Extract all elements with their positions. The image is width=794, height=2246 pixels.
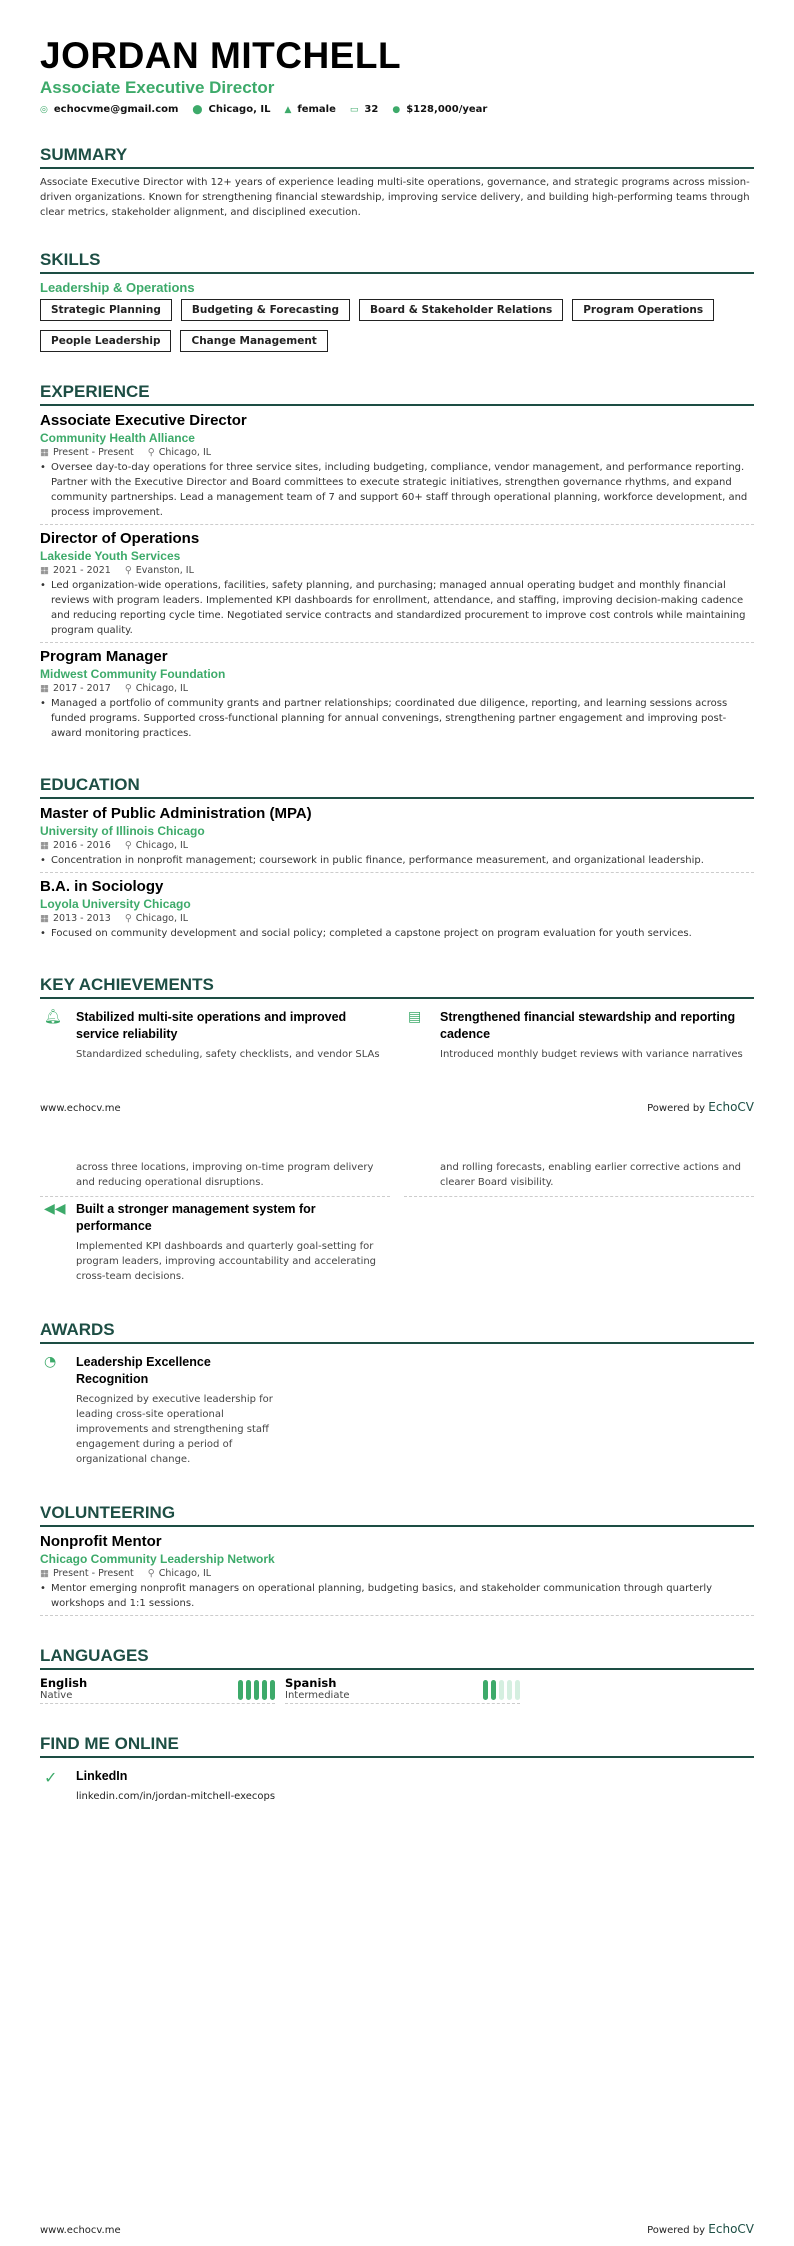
- language-rating: [483, 1676, 520, 1701]
- calendar-icon: ▦: [40, 1568, 49, 1579]
- achievements-part-2: across three locations, improving on-time program delivery and reducing operational disruptions. and rolling forecasts, enabling earlier corrective actions and clearer Board visibility. ◀◀ Built a stronger management system for performance Implemented KPI dashboards and quarterly goal-setting for program leaders, improving accountability and accelerating cross-team decisions.: [40, 1160, 754, 1290]
- skill-tag: Budgeting & Forecasting: [181, 299, 350, 321]
- calendar-icon: ▦: [40, 913, 49, 924]
- contact-email[interactable]: ◎ echocvme@gmail.com: [40, 104, 179, 115]
- experience-bullet: • Managed a portfolio of community grants and partner relationships; coordinated due diligence, reporting, and learning sessions across funded programs. Supported cross-functional planning for annual convenings, strengthening partner engagement and improving post-award monitoring practices.: [40, 696, 754, 741]
- volunteer-item: Nonprofit Mentor Chicago Community Leadership Network ▦ Present - Present ⚲ Chicago, IL • Mentor emerging nonprofit managers on operational planning, budgeting basics, and stakeholder communication through quarterly workshops and 1:1 sessions.: [40, 1533, 754, 1616]
- rating-bar: [238, 1680, 243, 1700]
- location-icon: ⚲: [124, 840, 132, 851]
- education-heading: EDUCATION: [40, 775, 754, 799]
- person-icon: ▲: [284, 105, 292, 115]
- page-2: [40, 1160, 754, 1810]
- experience-list: [40, 412, 754, 745]
- location-icon: ⬤: [192, 105, 203, 115]
- location-icon: ⚲: [147, 1568, 155, 1579]
- calendar-icon: ▦: [40, 683, 49, 694]
- rating-bar: [483, 1680, 488, 1700]
- summary-text: Associate Executive Director with 12+ years of experience leading multi-site operations, governance, and strategic programs across mission-driven organizations. Known for strengthening financial stewardship, improving service delivery, and building high-performing teams through clear metrics, stakeholder alignment, and disciplined execution.: [40, 177, 750, 218]
- experience-dates: Present - Present: [52, 447, 134, 458]
- contact-location: ⬤ Chicago, IL: [192, 104, 271, 115]
- rating-bar: [246, 1680, 251, 1700]
- contact-bar: [40, 104, 754, 115]
- award-item: ◔ Leadership Excellence Recognition Recognized by executive leadership for leading cross-site operational improvements and strengthening staff engagement during a period of organizational change.: [40, 1350, 280, 1473]
- education-title: B.A. in Sociology: [40, 878, 164, 895]
- skill-tag: Change Management: [180, 330, 327, 352]
- experience-location: Chicago, IL: [158, 447, 212, 458]
- pie-chart-icon: ◔: [44, 1354, 57, 1370]
- skill-tag: Board & Stakeholder Relations: [359, 299, 563, 321]
- card-icon: ▤: [408, 1009, 422, 1025]
- experience-item: [40, 530, 754, 643]
- candidate-title: Associate Executive Director: [40, 78, 275, 97]
- skills-heading: SKILLS: [40, 250, 754, 274]
- experience-title: Director of Operations: [40, 530, 200, 547]
- skill-tag: People Leadership: [40, 330, 171, 352]
- language-name: Spanish: [285, 1676, 337, 1690]
- rating-bar: [270, 1680, 275, 1700]
- calendar-icon: ▦: [40, 447, 49, 458]
- achievements-heading: KEY ACHIEVEMENTS: [40, 975, 754, 999]
- education-list: [40, 805, 754, 945]
- achievement-item: 🔔︎ Stabilized multi-site operations and improved service reliability Standardized scheduling, safety checklists, and vendor SLAs: [40, 1005, 390, 1068]
- education-dates: 2016 - 2016: [52, 840, 111, 851]
- page-1: [40, 36, 754, 1068]
- education-title: Master of Public Administration (MPA): [40, 805, 312, 822]
- location-icon: ⚲: [124, 565, 132, 576]
- bell-icon: 🔔︎: [44, 1009, 62, 1025]
- language-level: Intermediate: [285, 1690, 350, 1701]
- rating-bar: [499, 1680, 504, 1700]
- education-org: University of Illinois Chicago: [40, 824, 205, 838]
- education-bullet: • Concentration in nonprofit management; coursework in public finance, performance measurement, and organizational leadership.: [40, 853, 754, 868]
- dollar-icon: ●: [392, 105, 401, 115]
- achievement-item: ◀◀ Built a stronger management system for performance Implemented KPI dashboards and quarterly goal-setting for program leaders, improving accountability and accelerating cross-team decisions.: [40, 1197, 390, 1290]
- check-icon: ✓: [44, 1768, 58, 1787]
- summary-heading: SUMMARY: [40, 145, 754, 169]
- footer-site-link[interactable]: www.echocv.me: [40, 1103, 121, 1114]
- experience-dates: 2021 - 2021: [52, 565, 111, 576]
- contact-gender: ▲ female: [284, 104, 336, 115]
- achievements-part-1: [40, 1005, 754, 1068]
- calendar-icon: ▦: [40, 565, 49, 576]
- experience-bullet: • Oversee day-to-day operations for three service sites, including budgeting, compliance, vendor management, and performance reporting. Partner with the Executive Director and Board committees to execute strategic initiatives, strengthen governance rhythms, and expand community partnerships. Lead a management team of 7 and support 60+ staff through operational planning, workforce development, and process improvement.: [40, 460, 754, 520]
- linkedin-link[interactable]: linkedin.com/in/jordan-mitchell-execops: [76, 1791, 276, 1802]
- experience-org: Midwest Community Foundation: [40, 667, 226, 681]
- experience-bullet: • Led organization-wide operations, facilities, safety planning, and purchasing; managed annual operating budget and monthly financial reviews with program leaders. Implemented KPI dashboards for enrollment, attendance, and staffing, improving decision-making cadence and reducing reporting cycle time. Negotiated service contracts and standardized procurement to improve cost controls while maintaining program quality.: [40, 578, 754, 638]
- language-item: [285, 1676, 520, 1704]
- calendar-icon: ▭: [349, 105, 359, 115]
- rewind-icon: ◀◀: [44, 1201, 66, 1217]
- contact-age: ▭ 32: [349, 104, 379, 115]
- online-heading: FIND ME ONLINE: [40, 1734, 754, 1758]
- page-footer-2: [40, 2222, 754, 2236]
- contact-salary: ● $128,000/year: [392, 104, 488, 115]
- experience-org: Community Health Alliance: [40, 431, 195, 445]
- language-name: English: [40, 1676, 88, 1690]
- experience-org: Lakeside Youth Services: [40, 549, 181, 563]
- education-org: Loyola University Chicago: [40, 897, 191, 911]
- calendar-icon: ▦: [40, 840, 49, 851]
- experience-location: Evanston, IL: [135, 565, 194, 576]
- experience-item: [40, 648, 754, 745]
- email-icon: ◎: [40, 105, 48, 115]
- location-icon: ⚲: [124, 913, 132, 924]
- online-item: ✓ LinkedIn linkedin.com/in/jordan-mitchell-execops: [40, 1764, 280, 1810]
- footer-brand: EchoCV: [708, 1100, 754, 1114]
- language-level: Native: [40, 1690, 73, 1701]
- footer-powered: Powered by EchoCV: [647, 1100, 754, 1114]
- education-item: [40, 878, 754, 945]
- rating-bar: [491, 1680, 496, 1700]
- skill-category: Leadership & Operations: [40, 280, 195, 295]
- education-bullet: • Focused on community development and social policy; completed a capstone project on program evaluation for youth services.: [40, 926, 754, 941]
- skill-tags: [40, 299, 754, 352]
- candidate-name: JORDAN MITCHELL: [40, 35, 402, 76]
- education-dates: 2013 - 2013: [52, 913, 111, 924]
- experience-location: Chicago, IL: [135, 683, 189, 694]
- language-item: [40, 1676, 275, 1704]
- experience-title: Program Manager: [40, 648, 168, 665]
- rating-bar: [254, 1680, 259, 1700]
- footer-powered: Powered by EchoCV: [647, 2222, 754, 2236]
- language-list: [40, 1676, 754, 1704]
- footer-site-link[interactable]: www.echocv.me: [40, 2225, 121, 2236]
- skill-tag: Program Operations: [572, 299, 714, 321]
- rating-bar: [507, 1680, 512, 1700]
- volunteering-heading: VOLUNTEERING: [40, 1503, 754, 1527]
- footer-brand: EchoCV: [708, 2222, 754, 2236]
- awards-heading: AWARDS: [40, 1320, 754, 1344]
- experience-item: [40, 412, 754, 525]
- experience-dates: 2017 - 2017: [52, 683, 111, 694]
- rating-bar: [515, 1680, 520, 1700]
- skill-tag: Strategic Planning: [40, 299, 172, 321]
- languages-heading: LANGUAGES: [40, 1646, 754, 1670]
- education-item: [40, 805, 754, 873]
- education-location: Chicago, IL: [135, 840, 189, 851]
- location-icon: ⚲: [124, 683, 132, 694]
- language-rating: [238, 1676, 275, 1701]
- page-footer: [40, 1100, 754, 1114]
- education-location: Chicago, IL: [135, 913, 189, 924]
- experience-title: Associate Executive Director: [40, 412, 247, 429]
- location-icon: ⚲: [147, 447, 155, 458]
- experience-heading: EXPERIENCE: [40, 382, 754, 406]
- rating-bar: [262, 1680, 267, 1700]
- achievement-item: ▤ Strengthened financial stewardship and reporting cadence Introduced monthly budget reviews with variance narratives: [404, 1005, 754, 1068]
